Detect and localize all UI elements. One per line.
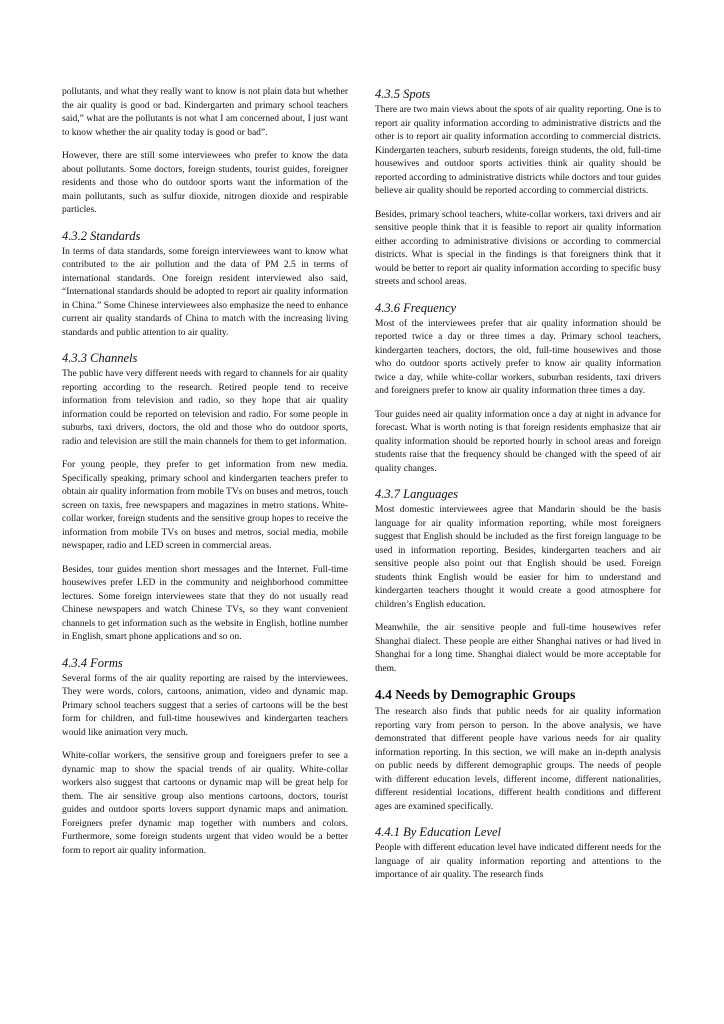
paragraph: In terms of data standards, some foreign interviewees want to know what contributed to the air pollution and the data of PM 2.5 in terms of international standards. One foreign resident interviewed also said, “International standards should be adopted to report air quality information in China.” Some Chinese interviewees also emphasize the need to enhance current air quality standards of China to match with the increasing living standards and public attention to air quality. — [62, 246, 348, 338]
left-column — [62, 86, 348, 868]
paragraph: For young people, they prefer to get information from new media. Specifically speaking, primary school and kindergarten teachers prefer to obtain air quality information from mobile TVs on buses and metros, touch screen on taxis, free newspapers and magazines in metro stations. White-collar worker, foreign students and the sensitive group hopes to receive the information from mobile TVs on buses and metros, social media, mobile newspaper, radio and LED screen in commercial areas. — [62, 460, 348, 551]
paragraph: The public have very different needs with regard to channels for air quality reporting according to the research. Retired people tend to receive information from television and radio, so they hope that air quality information could be reported on television and radio. For some people in suburbs, taxi drivers, doctors, the old and those who do outdoor sports, radio and television are still the main channels for them to get information. — [62, 369, 348, 447]
paragraph: Meanwhile, the air sensitive people and full-time housewives refer Shanghai dialect. These people are either Shanghai natives or had lived in Shanghai for a long time. Shanghai dialect would be more acceptable for them. — [375, 623, 661, 674]
paragraph: People with different education level have indicated different needs for the language of air quality information reporting and attentions to the importance of air quality. The research finds — [375, 843, 661, 880]
paragraph: Most domestic interviewees agree that Mandarin should be the basis language for air quality information reporting, while most foreigners suggest that English should be included as the first foreign language to be used in information reporting. Besides, kindergarten teachers and air sensitive people also point out that English should be used. Foreign students think English would be easier for him to understand and kindergarten teachers thought it would create a good atmosphere for children’s English education. — [375, 505, 661, 610]
paragraph: Several forms of the air quality reporting are raised by the interviewees. They were words, colors, cartoons, animation, video and dynamic map. Primary school teachers suggest that a series of cartoons will be the best form for children, and full-time housewives and kindergarten teachers would like animation very much. — [62, 673, 348, 738]
paragraph: There are two main views about the spots of air quality reporting. One is to report air quality information according to administrative districts and the other is to report air quality information according to commercial districts. Kindergarten teachers, suburb residents, foreign students, the old, full-time housewives and outdoor sports activities think air quality should be reported according to administrative districts while doctors and tour guides believe air quality should be reported according to commercial districts. — [375, 105, 661, 196]
section-heading-spots: 4.3.5 Spots — [375, 87, 431, 101]
paragraph: Besides, tour guides mention short messages and the Internet. Full-time housewives prefer LED in the community and neighborhood committee lectures. Some foreign interviewees state that they do not usually read Chinese newspapers and watch Chinese TVs, so they want convenient channels to get information such as the website in English, hotline number in English, smart phone applications and so on. — [62, 564, 348, 642]
paragraph: pollutants, and what they really want to know is not plain data but whether the air quality is good or bad. Kindergarten and primary school teachers said,” what are the pollutants is not what I am concerned about, I just want to know whether the air quality today is good or bad”. — [62, 87, 348, 138]
section-heading-languages: 4.3.7 Languages — [375, 487, 458, 501]
section-heading-frequency: 4.3.6 Frequency — [375, 300, 457, 315]
paragraph: Tour guides need air quality information once a day at night in advance for forecast. What is worth noting is that foreign residents emphasize that air quality information should be reported hourly in school areas and foreign students raise that the frequency should be changed with the speed of air quality changes. — [375, 409, 661, 474]
section-heading-education-level: 4.4.1 By Education Level — [375, 825, 502, 839]
section-heading-needs-by-demographic-groups: 4.4 Needs by Demographic Groups — [375, 687, 576, 702]
paragraph: White-collar workers, the sensitive group and foreigners prefer to see a dynamic map to show the spacial trends of air quality. White-collar workers also suggest that cartoons or dynamic map will be great help for them. The air sensitive group also mentions cartoons, doctors, tourist guides and outdoor sports lovers support dynamic maps and animation. Foreigners prefer dynamic map together with numbers and colors. Furthermore, some foreign students urgent that video would be a better form to report air quality information. — [62, 751, 348, 856]
section-heading-channels: 4.3.3 Channels — [62, 351, 138, 365]
paragraph: Most of the interviewees prefer that air quality information should be reported twice a day or three times a day. Primary school teachers, kindergarten teachers, doctors, the old, full-time housewives and those who do outdoor sports actively prefer to know air quality information twice a day, while white-collar workers, suburban residents, taxi drivers and foreigners prefer to know air quality information three times a day. — [375, 318, 661, 396]
paragraph: Besides, primary school teachers, white-collar workers, taxi drivers and air sensitive people think that it is feasible to report air quality information either according to administrative divisions or according to commercial districts. What is special in the findings is that foreigners think that it would be better to report air quality information according to specific busy streets and school areas. — [375, 209, 661, 287]
paragraph: However, there are still some interviewees who prefer to know the data about pollutants. Some doctors, foreign students, tourist guides, foreigner residents and those who do outdoor sports want the information of the main pollutants, such as sulfur dioxide, nitrogen dioxide and respirable particles. — [62, 151, 348, 215]
right-column — [375, 86, 661, 893]
paragraph: The research also finds that public needs for air quality information reporting vary from person to person. In the above analysis, we have demonstrated that different people have various needs for air quality information reporting. In this section, we will make an in-depth analysis on public needs by different demographic groups. The needs of people with different education levels, different income, different nationalities, different residential locations, different health conditions and different ages are examined specifically. — [375, 707, 661, 812]
section-heading-forms: 4.3.4 Forms — [62, 655, 123, 670]
section-heading-standards: 4.3.2 Standards — [62, 228, 141, 243]
